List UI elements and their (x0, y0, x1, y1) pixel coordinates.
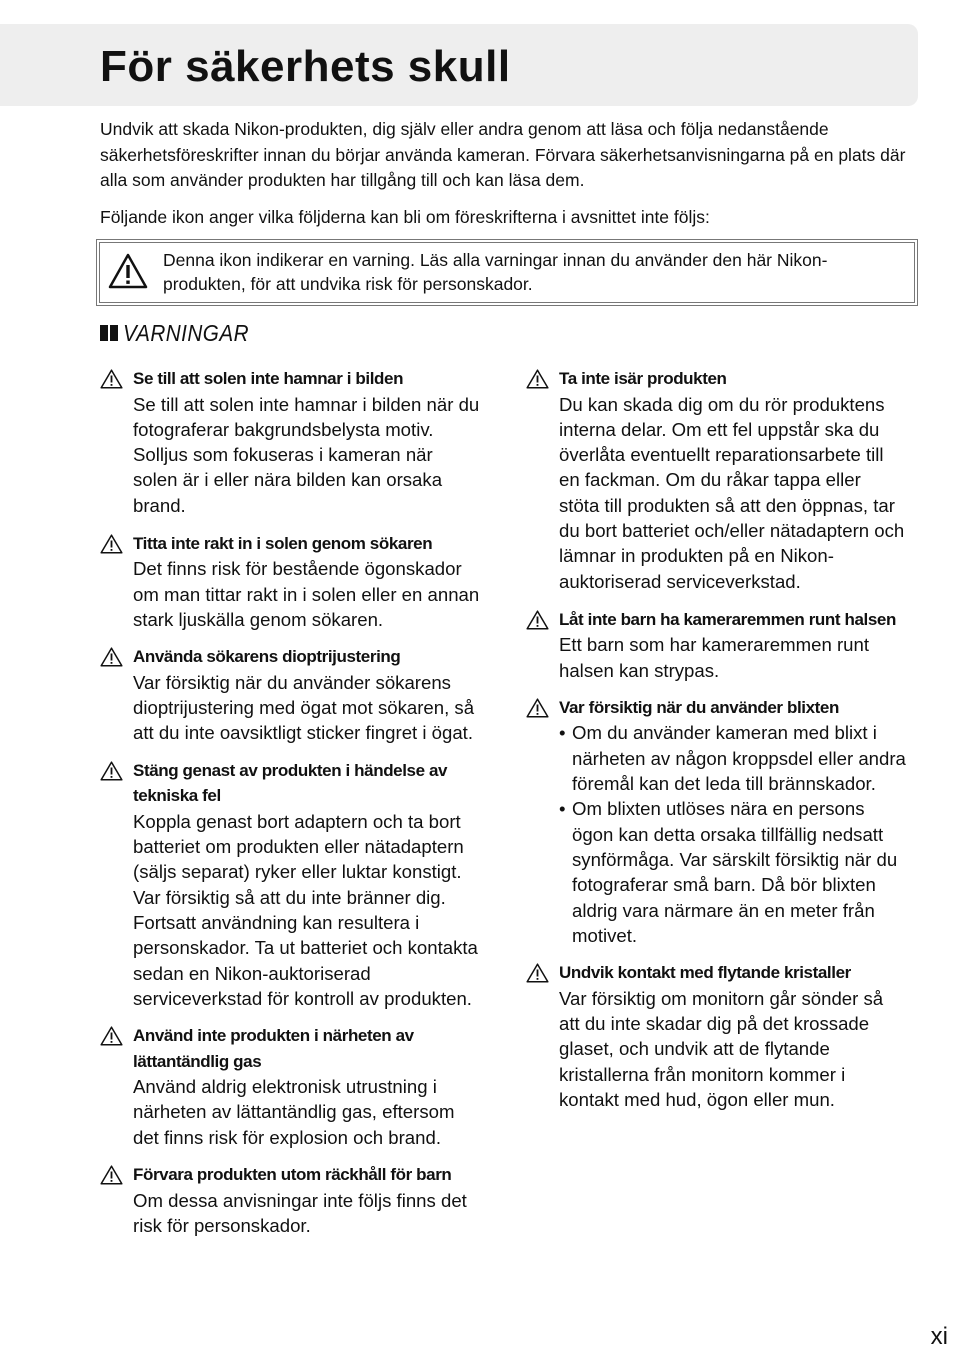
warning-item (526, 607, 906, 683)
warning-triangle-icon (526, 610, 549, 630)
warning-legend-box (99, 242, 915, 303)
warning-triangle-icon (526, 369, 549, 389)
warning-heading: Stäng genast av produkten i händelse av tekniska fel (133, 760, 448, 806)
warning-item (100, 1162, 480, 1238)
icon-explanation: Följande ikon anger vilka följderna kan bli om föreskrifterna i avsnittet inte följs: (100, 206, 710, 227)
bullet-item: • Om blixten utlöses nära en persons ögon kan detta orsaka tillfällig nedsatt synförmåga. Var särskilt försiktig när du fotograferar små barn. Då bör blixten aldrig vara närmare än en meter från motivet. (559, 796, 906, 948)
warning-heading: Var försiktig när du använder blixten (559, 697, 839, 717)
left-column (100, 366, 480, 1238)
warning-item (100, 366, 480, 518)
warning-body: Var försiktig när du använder sökarens dioptrijustering med ögat mot sökaren, så att du inte oavsiktligt sticker fingret i ögat. (133, 671, 475, 744)
warning-triangle-icon (526, 963, 549, 983)
intro-text (100, 117, 920, 230)
warning-heading: Titta inte rakt in i solen genom sökaren (133, 533, 433, 553)
page-title: För säkerhets skull (100, 42, 511, 91)
page-number: xi (930, 1323, 948, 1350)
warning-body: Ett barn som har kameraremmen runt halsen kan strypas. (559, 634, 870, 681)
warning-body: Använd aldrig elektronisk utrustning i närheten av lättantändlig gas, eftersom det finns risk för explosion och brand. (133, 1076, 455, 1148)
warning-triangle-icon (108, 253, 148, 289)
warning-item (100, 758, 480, 1011)
warning-item (526, 695, 906, 948)
warning-heading: Ta inte isär produkten (559, 369, 727, 388)
warning-item (100, 644, 480, 745)
warning-legend-text: Denna ikon indikerar en varning. Läs alla varningar innan du använder den här Nikon-produkten, för att undvika risk för personskador. (163, 250, 828, 294)
warning-body: Se till att solen inte hamnar i bilden när du fotograferar bakgrundsbelysta motiv. Solljus som fokuseras i kameran när solen är i eller nära bilden kan orsaka brand. (133, 393, 480, 516)
warning-item (100, 531, 480, 632)
title-banner (0, 24, 918, 106)
warning-triangle-icon (100, 761, 123, 781)
warning-triangle-icon (100, 647, 123, 667)
warning-heading: Undvik kontakt med flytande kristaller (559, 963, 851, 983)
warning-body: Det finns risk för bestående ögonskador om man tittar rakt in i solen eller en annan stark ljuskälla genom sökaren. (133, 558, 480, 631)
warning-body: Du kan skada dig om du rör produktens interna delar. Om ett fel uppstår ska du överlåta eventuellt reparationsarbete till en fackman. Om du råkar tappa eller stöta till produkten så att den öppnas, tar du bort batteriet och/eller nätadaptern och lämnar in produkten på en Nikon-auktoriserad serviceverkstad. (559, 393, 905, 592)
warning-triangle-icon (526, 698, 549, 718)
intro-paragraph: Undvik att skada Nikon-produkten, dig själv eller andra genom att läsa och följa nedanstående säkerhetsföreskrifter innan du börjar använda kameran. Förvara säkerhetsanvisningarna på en plats där alla som använder produkten har tillgång till och kan läsa dem. (100, 119, 906, 190)
warning-heading: Se till att solen inte hamnar i bilden (133, 369, 404, 388)
warning-triangle-icon (100, 1026, 123, 1046)
warning-body: Var försiktig om monitorn går sönder så att du inte skadar dig på det krossade glaset, och undvik att de flytande kristallerna från monitorn kommer i kontakt med hud, ögon eller mun. (559, 987, 884, 1110)
warning-heading: Använda sökarens dioptrijustering (133, 647, 401, 667)
section-marker-icon (100, 325, 118, 341)
warning-heading: Låt inte barn ha kameraremmen runt halsen (559, 609, 896, 629)
warning-triangle-icon (100, 534, 123, 554)
bullet-list (559, 720, 906, 948)
warning-body: Om dessa anvisningar inte följs finns det risk för personskador. (133, 1189, 467, 1236)
section-label: VARNINGAR (123, 319, 249, 346)
warning-item (526, 366, 906, 594)
right-column (526, 366, 906, 1112)
warning-item (526, 960, 906, 1112)
warning-triangle-icon (100, 369, 123, 389)
warning-heading: Använd inte produkten i närheten av lättantändlig gas (133, 1026, 414, 1071)
bullet-item: • Om du använder kameran med blixt i närheten av någon kroppsdel eller andra föremål kan det leda till brännskador. (559, 720, 906, 796)
warning-heading: Förvara produkten utom räckhåll för barn (133, 1165, 452, 1185)
warning-triangle-icon (100, 1165, 123, 1185)
warning-body: Koppla genast bort adaptern och ta bort batteriet om produkten eller nätadaptern (säljs separat) ryker eller luktar konstigt. Var försiktig så att du inte bränner dig. Fortsatt användning kan resultera i personskador. Ta ut batteriet och kontakta sedan en Nikon-auktoriserad serviceverkstad för kontroll av produkten. (133, 810, 478, 1009)
warning-item (100, 1023, 480, 1150)
section-heading (100, 318, 263, 348)
